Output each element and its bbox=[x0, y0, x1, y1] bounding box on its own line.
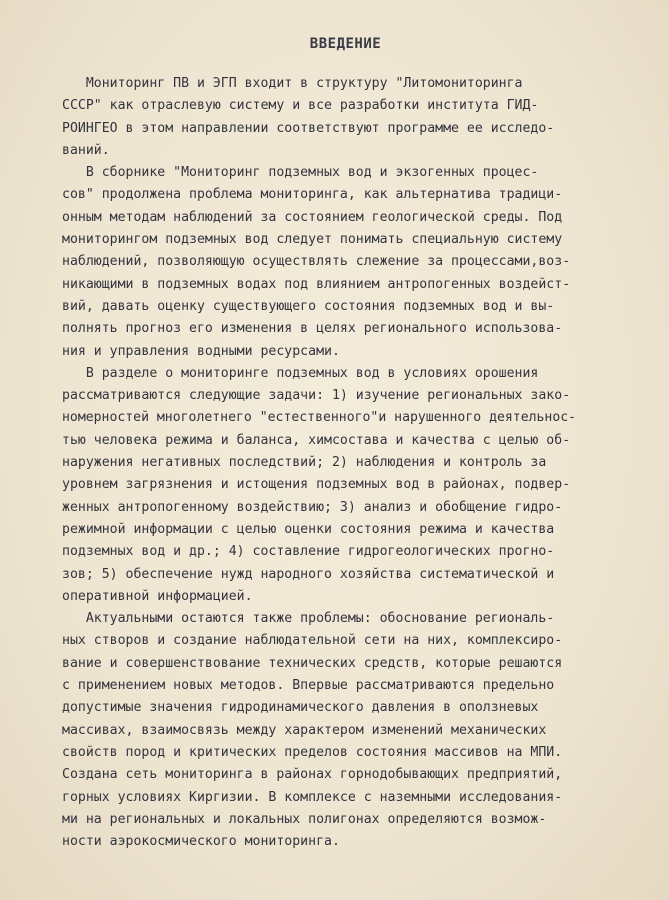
text-line: полнять прогноз его изменения в целях регионального использова- bbox=[62, 321, 563, 337]
text-line: оперативной информацией. bbox=[62, 588, 253, 604]
text-line: с применением новых методов. Впервые рассматриваются предельно bbox=[62, 678, 555, 694]
page-title: ВВЕДЕНИЕ bbox=[309, 36, 382, 52]
text-line: номерностей многолетнего "естественного"и нарушенного деятельнос- bbox=[62, 410, 577, 426]
text-line: свойств пород и критических пределов состояния массивов на МПИ. bbox=[62, 744, 563, 760]
text-line: женных антропогенному воздействию; 3) анализ и обобщение гидро- bbox=[62, 499, 563, 515]
text-line: уровнем загрязнения и истощения подземных вод в районах, подвер- bbox=[62, 477, 571, 493]
text-line: РОИНГЕО в этом направлении соответствуют программе ее исследо- bbox=[62, 120, 555, 136]
text-line: ваний. bbox=[62, 142, 110, 158]
text-line: массивах, взаимосвязь между характером изменений механических bbox=[62, 722, 547, 738]
text-line: горных условиях Киргизии. В комплексе с наземными исследования- bbox=[62, 789, 563, 805]
text-line: тью человека режима и баланса, химсостава и качества с целью об- bbox=[62, 432, 571, 448]
text-line: сов" продолжена проблема мониторинга, как альтернатива традици- bbox=[62, 187, 563, 203]
text-line: ми на региональных и локальных полигонах определяются возмож- bbox=[62, 811, 547, 827]
text-line: В разделе о мониторинге подземных вод в условиях орошения bbox=[62, 365, 539, 381]
text-line: зов; 5) обеспечение нужд народного хозяйства систематической и bbox=[62, 566, 555, 582]
text-line: В сборнике "Мониторинг подземных вод и экзогенных процес- bbox=[62, 165, 539, 181]
text-line: наблюдений, позволяющую осуществлять слежение за процессами,воз- bbox=[62, 254, 571, 270]
text-line: СССР" как отраслевую систему и все разработки института ГИД- bbox=[62, 98, 539, 114]
text-line: никающими в подземных водах под влиянием антропогенных воздейст- bbox=[62, 276, 571, 292]
text-line: Создана сеть мониторинга в районах горнодобывающих предприятий, bbox=[62, 767, 563, 783]
text-line: рассматриваются следующие задачи: 1) изучение региональных зако- bbox=[62, 388, 571, 404]
text-line: Актуальными остаются также проблемы: обоснование региональ- bbox=[62, 611, 555, 627]
body-text bbox=[62, 73, 576, 853]
text-line: ных створов и создание наблюдательной сети на них, комплексиро- bbox=[62, 633, 563, 649]
text-line: Мониторинг ПВ и ЭГП входит в структуру "Литомониторинга bbox=[62, 76, 523, 91]
text-line: вание и совершенствование технических средств, которые решаются bbox=[62, 655, 563, 671]
text-line: ния и управления водными ресурсами. bbox=[62, 343, 340, 359]
text-line: онным методам наблюдений за состоянием геологической среды. Под bbox=[62, 209, 563, 225]
text-line: допустимые значения гидродинамического давления в оползневых bbox=[62, 700, 539, 716]
text-line: ности аэрокосмического мониторинга. bbox=[62, 834, 340, 850]
text-line: мониторингом подземных вод следует понимать специальную систему bbox=[62, 232, 563, 248]
text-line: подземных вод и др.; 4) составление гидрогеологических прогно- bbox=[62, 544, 555, 560]
text-line: вий, давать оценку существующего состояния подземных вод и вы- bbox=[62, 298, 555, 314]
text-line: режимной информации с целью оценки состояния режима и качества bbox=[62, 521, 555, 537]
text-line: наружения негативных последствий; 2) наблюдения и контроль за bbox=[62, 455, 547, 471]
